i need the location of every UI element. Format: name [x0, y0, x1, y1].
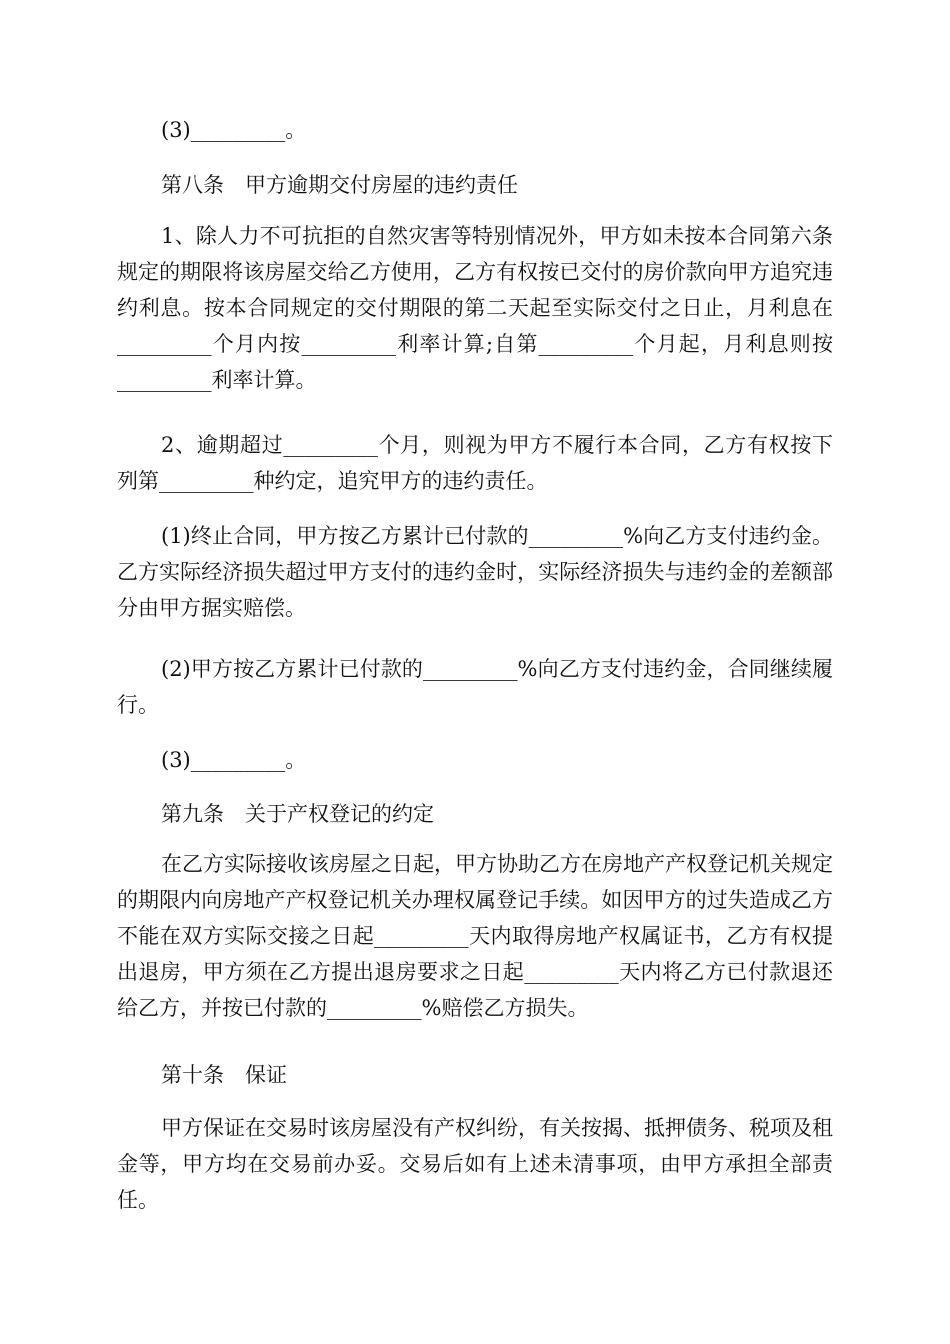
article-8-option-3: (3)_________。 [161, 748, 307, 772]
article-8-option-2: (2)甲方按乙方累计已付款的_________%向乙方支付违约金，合同继续履行。 [117, 657, 833, 717]
article-8-paragraph-2: 2、逾期超过_________个月，则视为甲方不履行本合同，乙方有权按下列第_________种约定，追究甲方的违约责任。 [117, 433, 833, 493]
article-9-paragraph: 在乙方实际接收该房屋之日起，甲方协助乙方在房地产产权登记机关规定的期限内向房地产产权登记机关办理权属登记手续。如因甲方的过失造成乙方不能在双方实际交接之日起_________天内取得房地产权属证书，乙方有权提出退房，甲方须在乙方提出退房要求之日起_________天内将乙方已付款退还给乙方，并按已付款的_________%赔偿乙方损失。 [117, 852, 833, 1020]
article-10-heading: 第十条 保证 [161, 1063, 287, 1087]
article-8-option-1: (1)终止合同，甲方按乙方累计已付款的_________%向乙方支付违约金。乙方实际经济损失超过甲方支付的违约金时，实际经济损失与违约金的差额部分由甲方据实赔偿。 [117, 524, 833, 620]
article-8-heading: 第八条 甲方逾期交付房屋的违约责任 [161, 173, 518, 197]
clause-7-item-3: (3)_________。 [161, 118, 307, 142]
article-10-paragraph: 甲方保证在交易时该房屋没有产权纠纷，有关按揭、抵押债务、税项及租金等，甲方均在交易前办妥。交易后如有上述未清事项，由甲方承担全部责任。 [117, 1116, 833, 1212]
article-8-paragraph-1: 1、除人力不可抗拒的自然灾害等特别情况外，甲方如未按本合同第六条规定的期限将该房屋交给乙方使用，乙方有权按已交付的房价款向甲方追究违约利息。按本合同规定的交付期限的第二天起至实际交付之日止，月利息在_________个月内按_________利率计算;自第_________个月起，月利息则按_________利率计算。 [117, 224, 833, 392]
article-9-heading: 第九条 关于产权登记的约定 [161, 802, 434, 826]
